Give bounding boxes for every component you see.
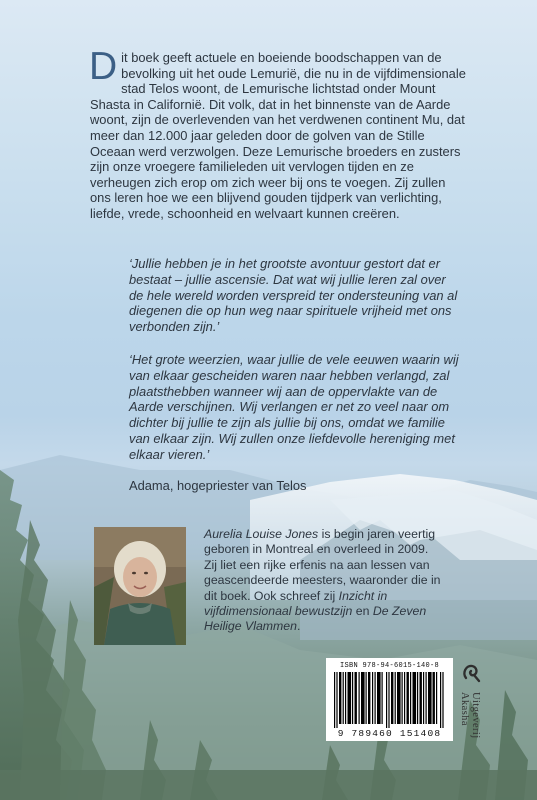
- author-photo: [94, 527, 186, 645]
- publisher-name: Uitgeverij Akasha: [459, 692, 481, 739]
- isbn-label: ISBN 978-94-6015-140-8: [339, 662, 439, 670]
- bio-book-title-1: Inzicht in vijfdimensionaal bewustzijn: [204, 588, 388, 619]
- description-text: it boek geeft actuele en boeiende boodschappen van de bevolking uit het oude Lemurië, die nu in de vijfdimensionale stad Telos woont, de Lemurische lichtstad onder Mount Shasta in Californië. Dit volk, dat in het binnenste van de Aarde woont, zijn de overlevenden van het verdwenen continent Mu, dat meer dan 12.000 jaar geleden door de golven van de Stille Oceaan werd verzwolgen. Deze Lemurische broeders en zusters zijn onze vroegere familieleden uit vervlogen tijden en ze verheugen zich erop om zich weer bij ons te voegen. Zij zullen ons leren hoe we een blijvend gouden tijdperk van verlichting, liefde, vrede, schoonheid en welvaart kunnen creëren.: [90, 50, 466, 221]
- bio-text-2: en: [352, 604, 373, 619]
- quote-1: ‘Jullie hebben je in het grootste avontuur gestort dat er bestaat – jullie ascensie. Dat wat wij jullie leren zal over de hele wereld worden verspreid ter ondersteuning van al diegenen die op hun weg naar spirituele vrijheid met ons verbonden zijn.’: [129, 256, 458, 335]
- drop-cap: D: [89, 45, 118, 88]
- barcode-number: 9 789460 151408: [337, 728, 442, 739]
- spiral-logo-icon: [460, 661, 482, 683]
- barcode-bars: [334, 672, 445, 728]
- publisher-mark: [459, 658, 483, 738]
- bio-text-1: is begin jaren veertig geboren in Montreal en overleed in 2009. Zij liet een rijke erfenis na aan lessen van geascendeerde meesters, waaronder die in dit boek. Ook schreef zij: [204, 527, 441, 603]
- author-bio: [204, 527, 444, 635]
- bio-book-title-2: De Zeven Heilige Vlammen: [204, 604, 427, 634]
- author-name: Aurelia Louise Jones: [204, 527, 319, 541]
- isbn-barcode: [326, 658, 453, 741]
- bio-text-3: .: [296, 619, 301, 634]
- quote-signature: Adama, hogepriester van Telos: [129, 478, 307, 493]
- description-paragraph: [89, 45, 466, 222]
- quote-2: ‘Het grote weerzien, waar jullie de vele eeuwen waarin wij van elkaar gescheiden waren naar hebben verlangd, zal plaatsthebben wanneer wij aan de oppervlakte van de Aarde verschijnen. Wij verlangen er net zo veel naar om dichter bij jullie te zijn als jullie bij ons, omdat we familie van elkaar zijn. Wij zullen onze liefdevolle hereniging met elkaar vieren.’: [129, 352, 459, 462]
